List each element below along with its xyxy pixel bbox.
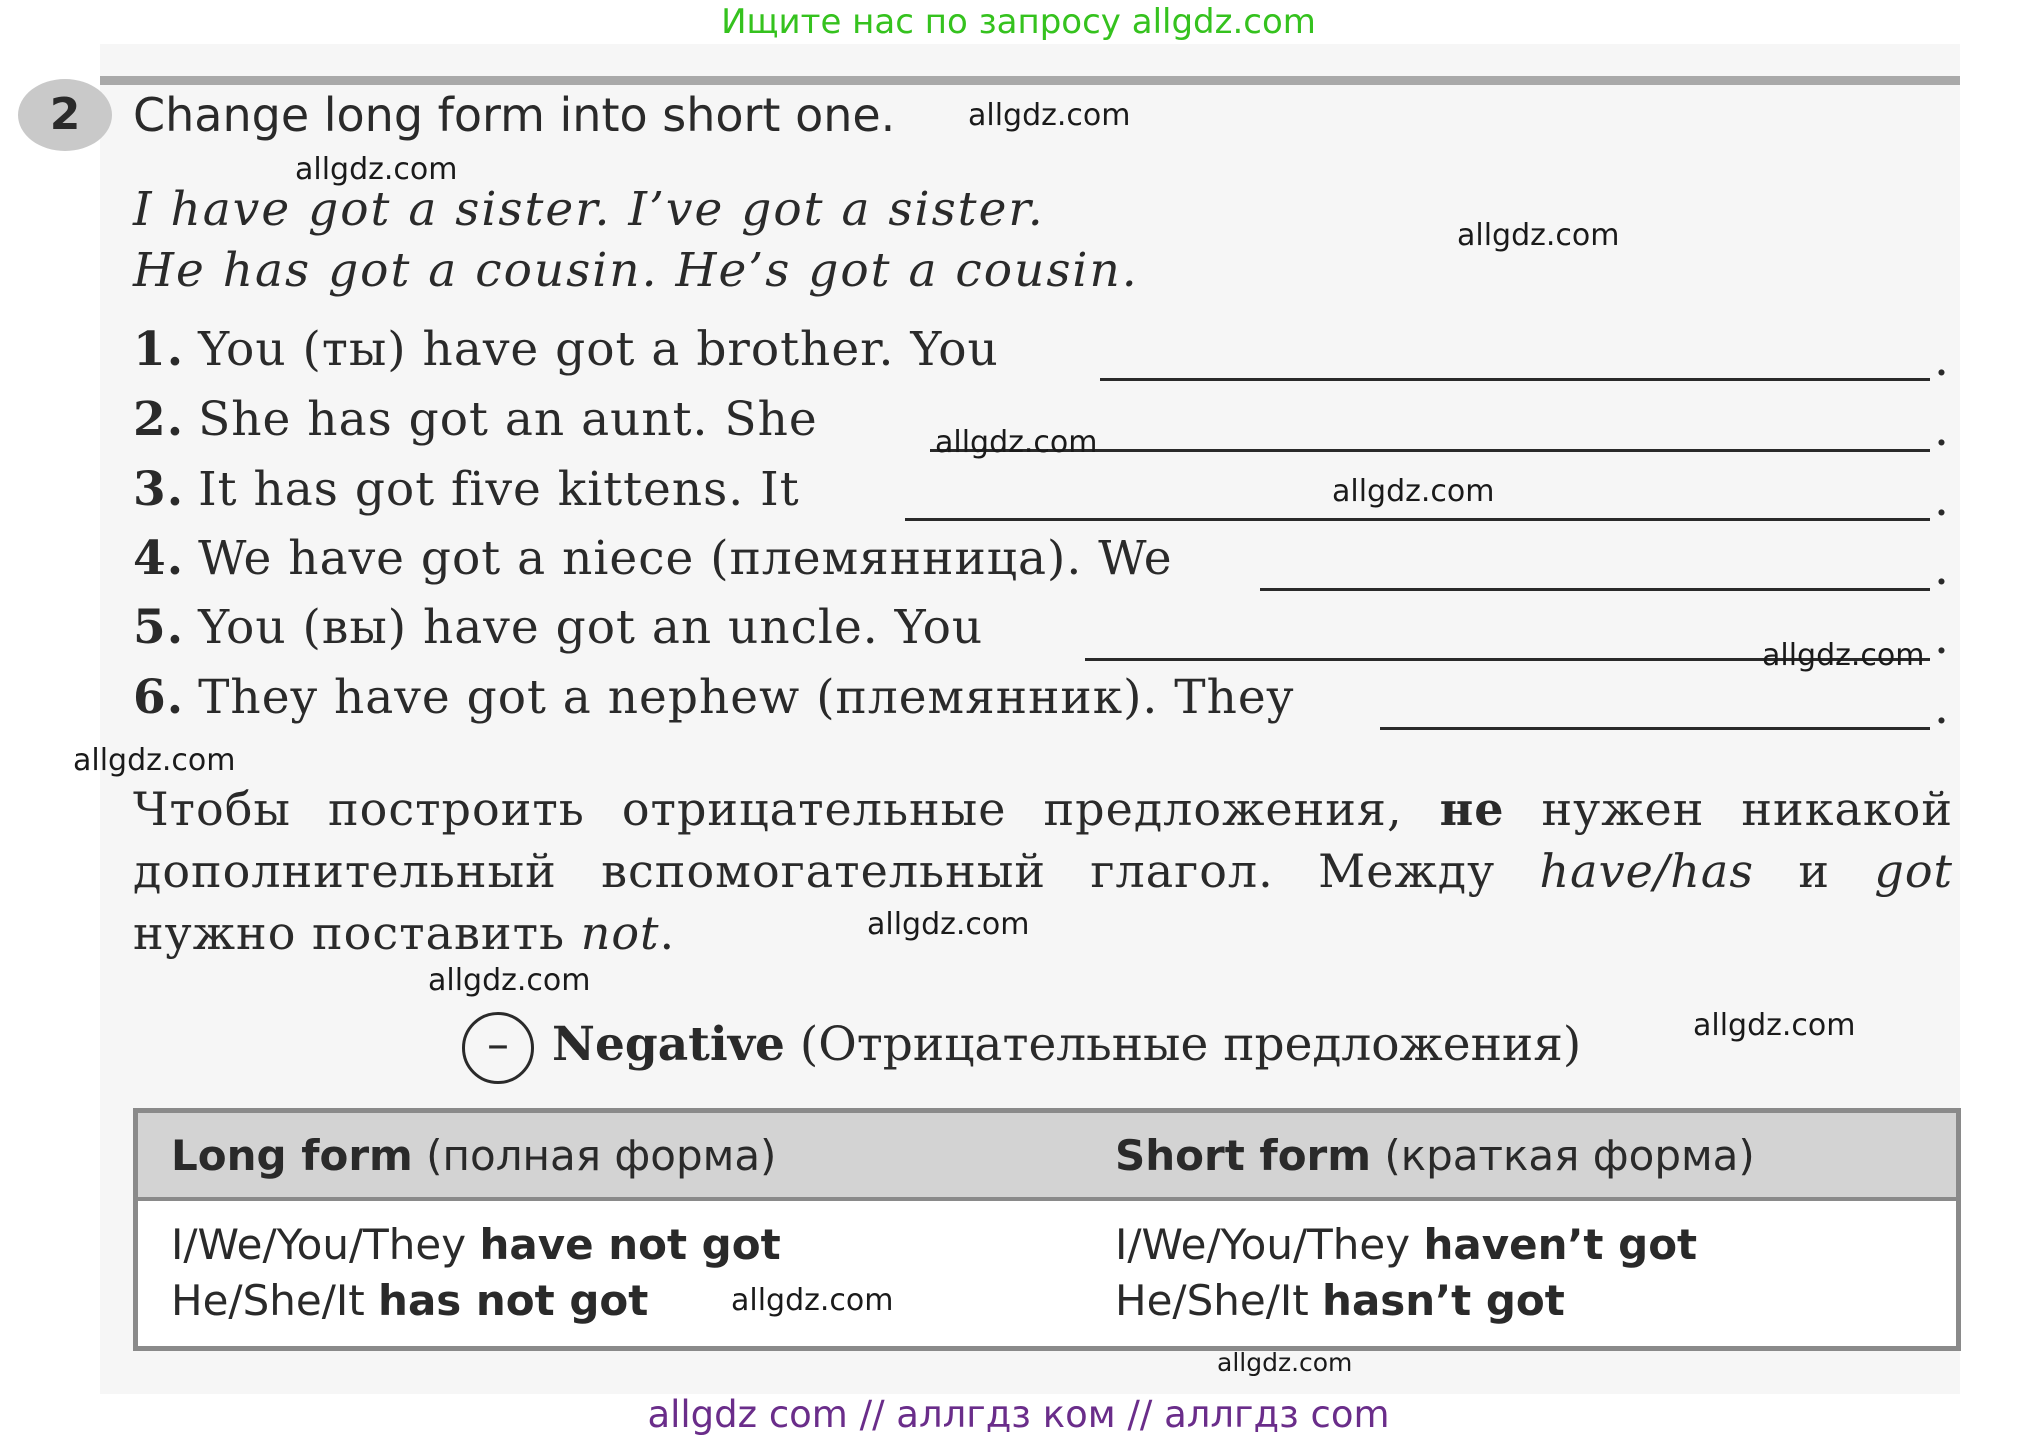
- cell-verb: haven’t got: [1423, 1220, 1698, 1269]
- rule-text: нужно поставить: [133, 906, 581, 960]
- watermark-top: Ищите нас по запросу allgdz.com: [721, 2, 1316, 42]
- answer-blank-3[interactable]: [905, 518, 1930, 521]
- rule-term: have/has: [1539, 844, 1754, 898]
- task-title: Change long form into short one.: [133, 88, 896, 142]
- cell-subject: I/We/You/They: [171, 1220, 480, 1269]
- watermark: allgdz.com: [731, 1283, 894, 1318]
- exercise-number: 6.: [133, 670, 185, 725]
- exercise-number: 2.: [133, 392, 185, 447]
- exercise-text: It has got five kittens. It: [198, 462, 800, 517]
- header-normal: (полная форма): [412, 1131, 777, 1180]
- exercise-number: 3.: [133, 462, 185, 517]
- exercise-item-1: [133, 322, 999, 377]
- exercise-item-6: [133, 670, 1294, 725]
- exercise-text: She has got an aunt. She: [198, 392, 818, 447]
- answer-blank-6[interactable]: [1380, 727, 1930, 730]
- exercise-item-2: [133, 392, 818, 447]
- header-bold: Long form: [171, 1131, 413, 1180]
- watermark: allgdz.com: [1457, 218, 1620, 253]
- watermark: allgdz.com: [1332, 474, 1495, 509]
- answer-blank-4[interactable]: [1260, 588, 1930, 591]
- negative-title: Negative: [552, 1017, 785, 1072]
- cell-verb: have not got: [479, 1220, 781, 1269]
- cell-verb: has not got: [378, 1276, 649, 1325]
- header-bold: Short form: [1115, 1131, 1372, 1180]
- minus-icon: –: [462, 1012, 534, 1084]
- rule-term: got: [1874, 844, 1954, 898]
- exercise-text: We have got a niece (племянница). We: [198, 531, 1173, 586]
- top-divider: [100, 76, 1960, 85]
- rule-emphasis: не: [1439, 782, 1505, 836]
- end-dot: .: [1934, 402, 1949, 457]
- end-dot: .: [1934, 472, 1949, 527]
- watermark-bottom: allgdz com // аллгдз ком // аллгдз com: [647, 1393, 1390, 1436]
- cell-subject: He/She/It: [1115, 1276, 1323, 1325]
- rule-text: .: [659, 906, 676, 960]
- header-short-form: [1115, 1131, 1755, 1180]
- watermark: allgdz.com: [295, 152, 458, 187]
- negative-heading: [462, 1012, 1581, 1084]
- rule-text: нужен никакой дополнительный вспомогательный глагол. Между: [133, 782, 1953, 898]
- cell-subject: He/She/It: [171, 1276, 379, 1325]
- watermark: allgdz.com: [935, 425, 1098, 460]
- watermark: allgdz.com: [1217, 1348, 1353, 1377]
- cell-subject: I/We/You/They: [1115, 1220, 1424, 1269]
- exercise-number: 1.: [133, 322, 185, 377]
- grammar-rule: [133, 778, 1953, 964]
- end-dot: .: [1934, 332, 1949, 387]
- exercise-number: 4.: [133, 531, 185, 586]
- watermark: allgdz.com: [1762, 638, 1925, 673]
- example-line-1: I have got a sister. I’ve got a sister.: [133, 182, 1045, 237]
- answer-blank-1[interactable]: [1100, 378, 1930, 381]
- exercise-number: 5.: [133, 600, 185, 655]
- watermark: allgdz.com: [73, 743, 236, 778]
- end-dot: .: [1934, 610, 1949, 665]
- table-cell: [171, 1220, 781, 1269]
- example-line-2: He has got a cousin. He’s got a cousin.: [133, 243, 1139, 298]
- exercise-text: You (ты) have got a brother. You: [198, 322, 999, 377]
- table-header: [138, 1113, 1956, 1201]
- table-cell: [1115, 1276, 1565, 1325]
- rule-term: not: [580, 906, 660, 960]
- rule-text: и: [1753, 844, 1875, 898]
- header-long-form: [171, 1131, 776, 1180]
- watermark: allgdz.com: [867, 907, 1030, 942]
- cell-verb: hasn’t got: [1322, 1276, 1565, 1325]
- end-dot: .: [1934, 541, 1949, 596]
- exercise-item-5: [133, 600, 983, 655]
- exercise-text: You (вы) have got an uncle. You: [198, 600, 984, 655]
- header-normal: (краткая форма): [1371, 1131, 1755, 1180]
- table-cell: [171, 1276, 648, 1325]
- rule-text: Чтобы построить отрицательные предложения,: [133, 782, 1440, 836]
- exercise-item-4: [133, 531, 1173, 586]
- end-dot: .: [1934, 680, 1949, 735]
- watermark: allgdz.com: [428, 963, 591, 998]
- negative-forms-table: [133, 1108, 1961, 1351]
- watermark: allgdz.com: [968, 98, 1131, 133]
- watermark: allgdz.com: [1693, 1008, 1856, 1043]
- table-cell: [1115, 1220, 1697, 1269]
- exercise-item-3: [133, 462, 800, 517]
- task-number-badge: 2: [18, 79, 112, 151]
- negative-subtitle: (Отрицательные предложения): [799, 1017, 1582, 1072]
- exercise-text: They have got a nephew (племянник). They: [198, 670, 1295, 725]
